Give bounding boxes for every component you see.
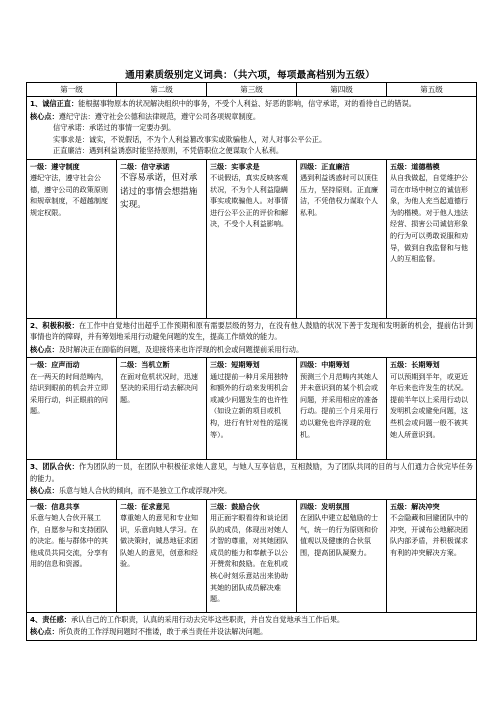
header-level-2: 第二级 bbox=[116, 83, 206, 96]
section-teamwork bbox=[27, 460, 476, 613]
level-title: 四级：中期筹划 bbox=[300, 360, 350, 369]
level-cell-1 bbox=[27, 358, 116, 459]
level-title: 五级：解决冲突 bbox=[390, 501, 440, 511]
level-cell-5 bbox=[386, 160, 476, 318]
section-desc: 承认自己的工作职责，认真的采用行动去完毕这些职责，并自发自觉地承当工作后果。 bbox=[70, 614, 345, 624]
level-title: 二级：征求意见 bbox=[120, 501, 170, 511]
core-points bbox=[27, 626, 476, 640]
core-label: 核心点： bbox=[30, 111, 59, 121]
header-level-3: 第三级 bbox=[206, 83, 296, 96]
level-cell-2 bbox=[116, 500, 206, 612]
level-text: 可以预期到半年，或更近年后来也许发生的状况。提前半年以上采用行动以发明机会或避免问题，这些机会或问题一般不被其她人所意识到。 bbox=[390, 371, 469, 439]
level-cell-4 bbox=[296, 500, 386, 612]
section-name: 4、责任感： bbox=[30, 614, 71, 624]
section-name: 3、团队合伙： bbox=[30, 462, 79, 471]
level-title: 五级：长期筹划 bbox=[390, 360, 440, 369]
section-initiative bbox=[27, 319, 476, 461]
section-description bbox=[27, 319, 476, 344]
level-cell-5 bbox=[386, 500, 476, 612]
level-title: 三级：实事求是 bbox=[210, 161, 260, 171]
competency-table bbox=[26, 82, 477, 641]
header-level-1: 第一级 bbox=[60, 85, 83, 94]
core-item: 乐意与她人合伙的倾向，而不是独立工作或浮现冲突。 bbox=[58, 486, 232, 495]
level-text: 遵纪守法，遵守社会公德，遵守公司的政策原则和规章制度，不超越制度规定权限。 bbox=[30, 173, 109, 217]
level-title: 二级：当机立断 bbox=[120, 360, 170, 369]
core-points bbox=[27, 485, 476, 499]
level-title: 三级：鼓励合伙 bbox=[210, 501, 260, 511]
level-text: 在面对危机状况时，迅速坚决的采用行动去解决问题。 bbox=[120, 371, 199, 404]
level-title: 二级：信守承诺 bbox=[120, 161, 170, 171]
level-text: 用正面字眼看待和谈论团队的成员，体现出对她人才智的尊重，对其她团队成员的能力和奉献予以公开赞赏和鼓励。在危机或核心时刻乐意站出来协助其她的团队成员解决难题。 bbox=[210, 513, 289, 604]
level-text: 通过提前一种月采用独特和额外的行动来发明机会或减少问题发生的也许性（如设立新的项目或机构，进行有针对性的巡视等）。 bbox=[210, 371, 289, 439]
level-title: 四级：发明氛围 bbox=[300, 501, 350, 511]
core-item: 所负责的工作浮现问题时不推诿，敢于承当责任并设法解决问题。 bbox=[58, 627, 268, 636]
level-text: 在团队中建立起勉励的士气，统一的行为原则和价值观以及健康的合伙氛围，提高团队凝聚力。 bbox=[300, 513, 379, 557]
section-description bbox=[27, 460, 476, 485]
core-item: 正直廉洁：遇到利益诱惑时能坚持原则，不凭借职位之便谋取个人私利。 bbox=[53, 146, 284, 155]
core-item: 及时解决正在面临的问题，及迎接将来也许浮现的机会或问题提前采用行动。 bbox=[58, 344, 304, 354]
level-row bbox=[27, 499, 476, 612]
section-name: 1、诚信正直： bbox=[30, 99, 79, 108]
header-level-5: 第五级 bbox=[386, 83, 476, 96]
core-label: 核心点： bbox=[30, 627, 59, 636]
level-cell-1 bbox=[27, 160, 116, 318]
section-desc: 在工作中自觉地付出超乎工作预期和原有需要层级的努力，在没有他人鼓励的状况下善于发现和发明新的机会，提前估计到事情也许的障碍，并有筹划地采用行动避免问题的发生，提高工作绩效的能力。 bbox=[30, 320, 473, 341]
level-row bbox=[27, 159, 476, 318]
level-text: 尊重她人的意见和专业知识，乐意向她人学习。在做决策时，诚恳地征求团队她人的意见，创意和经验。 bbox=[120, 513, 199, 569]
level-row bbox=[27, 357, 476, 459]
level-title: 四级：正直廉洁 bbox=[300, 161, 350, 171]
level-cell-3 bbox=[206, 500, 296, 612]
section-desc: 作为团队的一员，在团队中积极征求她人意见，与她人互享信息，互相鼓励，为了团队共同的目的与人们通力合伙完毕任务的能力。 bbox=[30, 462, 473, 483]
level-text: 预测三个月范畴内其她人并未意识到的某个机会或问题，并采用相应的准备行动。提前三个月采用行动以避免也许浮现的危机。 bbox=[300, 371, 379, 439]
level-cell-2 bbox=[116, 160, 206, 318]
core-points bbox=[27, 344, 476, 358]
level-text: 从自我做起，自觉维护公司在市场中树立的诚信形象，为他人充当起道德行为的楷模。对于他人违法经营、损害公司诚信形象的行为可以勇敢说服和劝导，做到自我监督和与他人的互相监督。 bbox=[390, 173, 469, 264]
section-description bbox=[27, 613, 476, 627]
level-cell-3 bbox=[206, 358, 296, 459]
core-label: 核心点： bbox=[30, 344, 59, 354]
section-responsibility bbox=[27, 613, 476, 640]
level-text: 不说假话，真实反映客观状况，不为个人利益隐瞒事实或欺骗他人。对事情进行公平公正的评价和解决，不受个人利益影响。 bbox=[210, 173, 289, 229]
level-cell-4 bbox=[296, 160, 386, 318]
level-cell-4 bbox=[296, 358, 386, 459]
core-item: 实事求是：诚实，不说假话，不为个人利益篡改事实或欺骗他人，对人对事公平公正。 bbox=[53, 134, 327, 144]
level-text: 不会隐藏和回避团队中的冲突，开诚布公地解决团队内部矛盾，并积极谋求有利的冲突解决方案。 bbox=[390, 513, 469, 557]
level-title: 一级：应声而动 bbox=[30, 360, 80, 369]
level-title: 五级：道德楷模 bbox=[390, 161, 440, 171]
core-item: 信守承诺：承诺过的事情一定要办到。 bbox=[53, 123, 176, 132]
level-text: 乐意与她人合伙开展工作，自愿参与和支持团队的决定。能与群体中的其他成员共同交流，分享有用的信息和资源。 bbox=[30, 513, 109, 569]
header-level-4: 第四级 bbox=[296, 83, 386, 96]
level-text: 在一两天的时间范畴内，结识到眼前的机会并立即采用行动，纠正眼前的问题。 bbox=[30, 371, 109, 416]
section-desc: 能根据事物原本的状况解决组织中的事务，不受个人利益、好恶的影响，信守承诺，对的看待自己的错误。 bbox=[78, 99, 416, 108]
level-cell-1 bbox=[27, 500, 116, 612]
core-item: 遵纪守法：遵守社会公德和法律规范，遵守公司各项规章制度。 bbox=[58, 111, 261, 121]
page-title: 通用素质级别定义词典：（共六项，每项最高档别为五级） bbox=[125, 70, 375, 81]
section-name: 2、积极积极： bbox=[30, 320, 79, 330]
level-text: 遇到利益诱惑时可以顶住压力，坚持原则。正直廉洁，不凭借权力谋取个人私利。 bbox=[300, 173, 379, 217]
table-header bbox=[27, 83, 476, 97]
level-title: 一级：信息共享 bbox=[30, 501, 80, 511]
level-cell-2 bbox=[116, 358, 206, 459]
section-description bbox=[27, 97, 476, 111]
level-title: 一级：遵守制度 bbox=[30, 161, 80, 171]
level-cell-3 bbox=[206, 160, 296, 318]
core-points bbox=[27, 111, 476, 123]
core-label: 核心点： bbox=[30, 486, 59, 495]
level-cell-5 bbox=[386, 358, 476, 459]
section-integrity bbox=[27, 97, 476, 319]
level-title: 三级：短期筹划 bbox=[210, 360, 260, 369]
level-text: 不容易承诺，但对承诺过的事情会想措施实现。 bbox=[120, 173, 198, 211]
